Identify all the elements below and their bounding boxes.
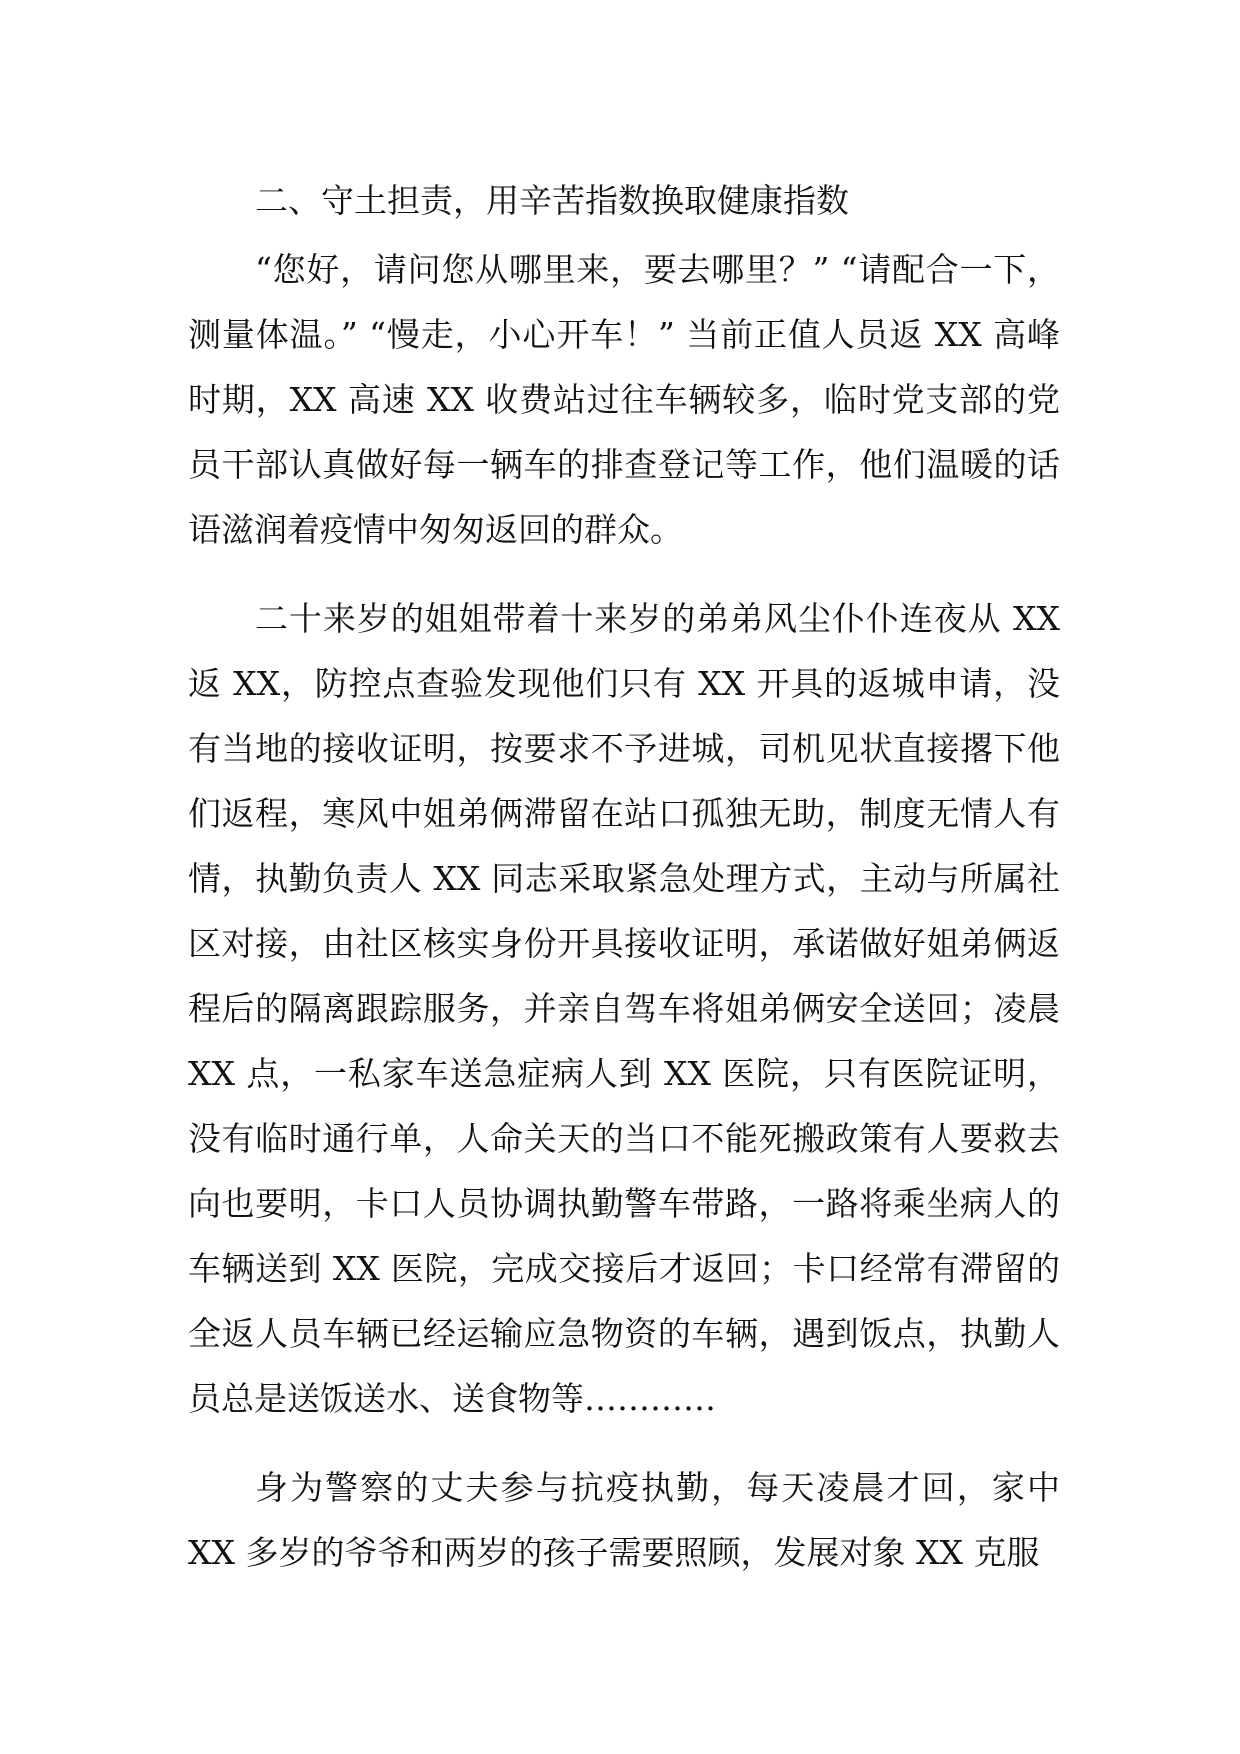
paragraph-checkpoint-stories: 二十来岁的姐姐带着十来岁的弟弟风尘仆仆连夜从 XX 返 XX，防控点查验发现他们只有 XX 开具的返城申请，没有当地的接收证明，按要求不予进城，司机见状直接撂下他们返程，寒风中姐弟俩滞留在站口孤独无助，制度无情人有情，执勤负责人 XX 同志采取紧急处理方式，主动与所属社区对接，由社区核实身份开具接收证明，承诺做好姐弟俩返程后的隔离跟踪服务，并亲自驾车将姐弟俩安全送回；凌晨 XX 点，一私家车送急症病人到 XX 医院，只有医院证明，没有临时通行单，人命关天的当口不能死搬政策有人要救去向也要明，卡口人员协调执勤警车带路，一路将乘坐病人的车辆送到 XX 医院，完成交接后才返回；卡口经常有滞留的全返人员车辆已经运输应急物资的车辆，遇到饭点，执勤人员总是送饭送水、送食物等………… xyxy=(188,599,1060,1418)
section-heading: 二、守土担责，用辛苦指数换取健康指数 xyxy=(255,181,849,220)
paragraph-police-husband: 身为警察的丈夫参与抗疫执勤，每天凌晨才回，家中 XX 多岁的爷爷和两岁的孩子需要照顾，发展对象 XX 克服 xyxy=(188,1468,1060,1572)
document-body xyxy=(188,168,1060,1585)
paragraph-checkpoint-greetings: “您好，请问您从哪里来，要去哪里？” “请配合一下，测量体温。” “慢走，小心开车！” 当前正值人员返 XX 高峰时期，XX 高速 XX 收费站过往车辆较多，临时党支部的党员干部认真做好每一辆车的排查登记等工作，他们温暖的话语滋润着疫情中匆匆返回的群众。 xyxy=(188,250,1060,549)
